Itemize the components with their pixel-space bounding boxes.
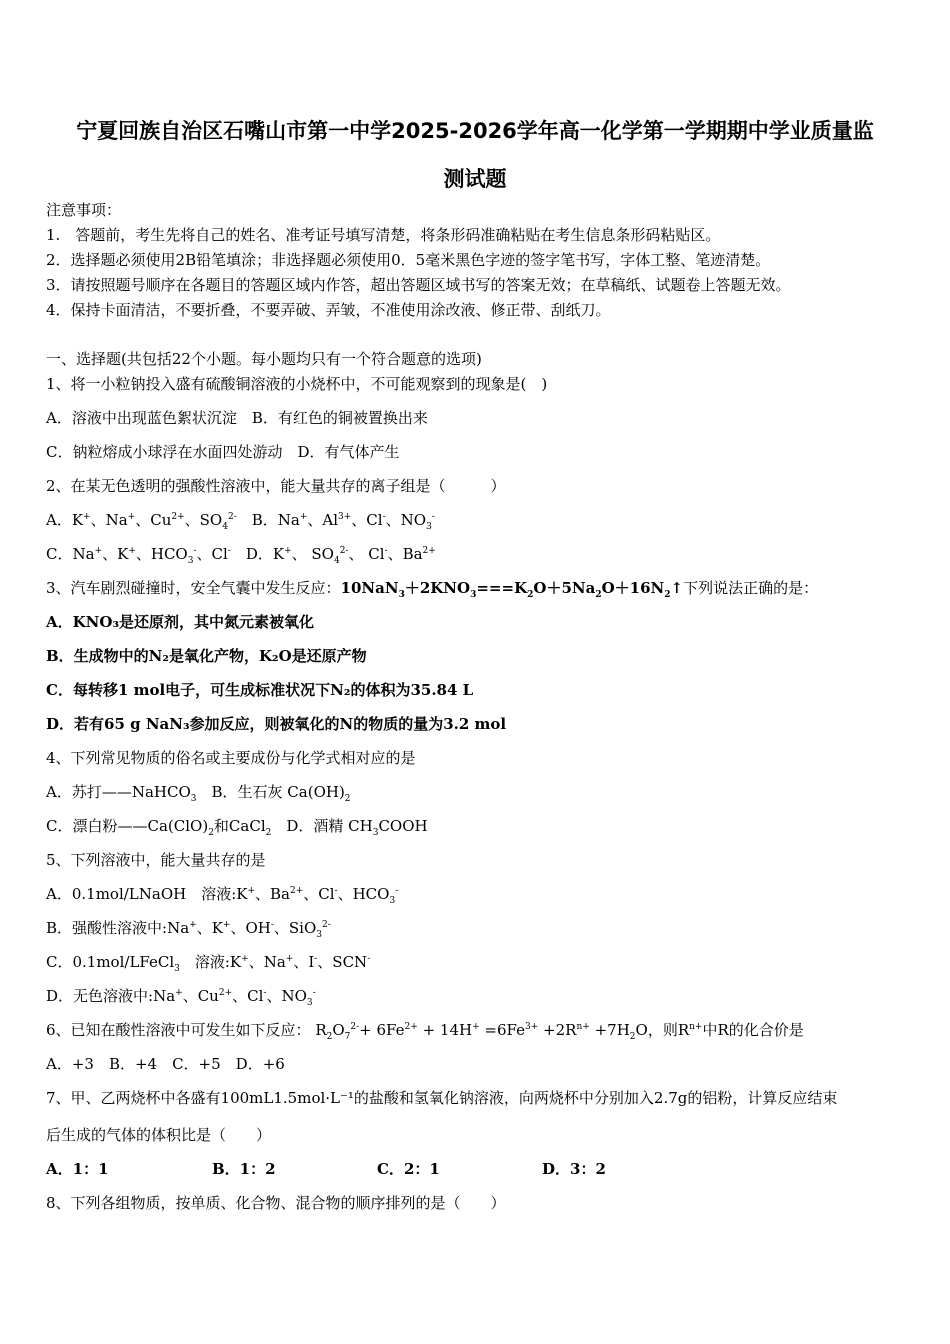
q5-option-d: D．无色溶液中:Na+、$Cu^{2+}$、Cl-、$NO_3^-$ [46,987,316,1008]
q5-stem: 5、下列溶液中，能大量共存的是 [46,851,266,869]
q6-stem: 6、已知在酸性溶液中可发生如下反应： $R_2O_7^{2-}+ 6Fe^{2+} + 14H^+ =6Fe^{3+} +2R^{n+} +7H_2O$，则$R^{n+}$中R的化合价是 [46,1021,804,1042]
q3-option-d: D．若有65 g NaN₃参加反应，则被氧化的N的物质的量为3.2 mol [46,715,507,733]
section-heading: 一、选择题(共包括22个小题。每小题均只有一个符合题意的选项) [46,350,482,368]
q7-stem: 7、甲、乙两烧杯中各盛有100mL1.5mol·L⁻¹的盐酸和氢氧化钠溶液，向两烧杯中分别加入2.7g的铝粉，计算反应结束 [46,1089,838,1107]
q4-options-cd: C．漂白粉$——Ca(ClO)_2$和CaCl$_2$ D．酒精 $CH_3COOH$ [46,817,428,838]
q4-stem: 4、下列常见物质的俗名或主要成份与化学式相对应的是 [46,749,416,767]
q6-options: A．+3 B．+4 C．+5 D．+6 [46,1055,285,1073]
notice-item-4: 4．保持卡面清洁，不要折叠，不要弄破、弄皱，不准使用涂改液、修正带、刮纸刀。 [46,301,611,319]
notice-heading: 注意事项： [46,201,122,219]
q2-options-ab: A．K+、Na+、$Cu^{2+}$、$SO_4^{2-}$ B．Na+、$Al^{3+}$、Cl-、$NO_3^-$ [46,511,435,532]
notice-item-2: 2．选择题必须使用2B铅笔填涂；非选择题必须使用0．5毫米黑色字迹的签字笔书写，字体工整、笔迹清楚。 [46,251,771,269]
q7-option-b: B．1：2 [212,1160,276,1178]
notice-item-3: 3．请按照题号顺序在各题目的答题区域内作答，超出答题区域书写的答案无效；在草稿纸、试题卷上答题无效。 [46,276,791,294]
q2-options-cd: C．Na+、K+、$HCO_3^-$、Cl- D．K+、 $SO_4^{2-}$、 Cl-、$Ba^{2+}$ [46,545,436,566]
q5-option-c: C．0.1mol/LFeCl$_3$ 溶液:K+、Na+、I-、SCN- [46,953,371,974]
q1-options-cd: C．钠粒熔成小球浮在水面四处游动 D．有气体产生 [46,443,400,461]
q7-option-d: D．3：2 [542,1160,606,1178]
q1-options-ab: A．溶液中出现蓝色絮状沉淀 B．有红色的铜被置换出来 [46,409,428,427]
q3-option-c: C．每转移1 mol电子，可生成标准状况下N₂的体积为35.84 L [46,681,474,699]
q3-stem: 3、汽车剧烈碰撞时，安全气囊中发生反应：$10NaN_3+2KNO_3===K_2O+5Na_2O+16N_2↑$下列说法正确的是： [46,579,819,600]
q2-stem: 2、在某无色透明的强酸性溶液中，能大量共存的离子组是（ ） [46,477,506,495]
q5-option-a: A．0.1mol/LNaOH 溶液:K+、$Ba^{2+}$、Cl-、$HCO_3^-$ [46,885,399,906]
page-title: 宁夏回族自治区石嘴山市第一中学2025-2026学年高一化学第一学期期中学业质量监 [76,119,874,143]
q4-options-ab: A．苏打——NaHCO$_3$ B．生石灰 $Ca(OH)_2$ [46,783,351,804]
q7-option-c: C．2：1 [377,1160,440,1178]
notice-item-1: 1. 答题前，考生先将自己的姓名、准考证号填写清楚，将条形码准确粘贴在考生信息条形码粘贴区。 [46,226,721,244]
q7-option-a: A．1：1 [46,1160,109,1178]
q7-stem-cont: 后生成的气体的体积比是（ ） [46,1126,272,1144]
q3-option-a: A．KNO₃是还原剂，其中氮元素被氧化 [46,613,315,631]
q1-stem: 1、将一小粒钠投入盛有硫酸铜溶液的小烧杯中，不可能观察到的现象是( ) [46,375,548,393]
q5-option-b: B．强酸性溶液中:Na+、K+、OH-、SiO$_3^{2-}$ [46,919,331,940]
q3-option-b: B．生成物中的N₂是氧化产物，K₂O是还原产物 [46,647,367,665]
page-title-cont: 测试题 [443,167,507,191]
q8-stem: 8、下列各组物质，按单质、化合物、混合物的顺序排列的是（ ） [46,1194,506,1212]
